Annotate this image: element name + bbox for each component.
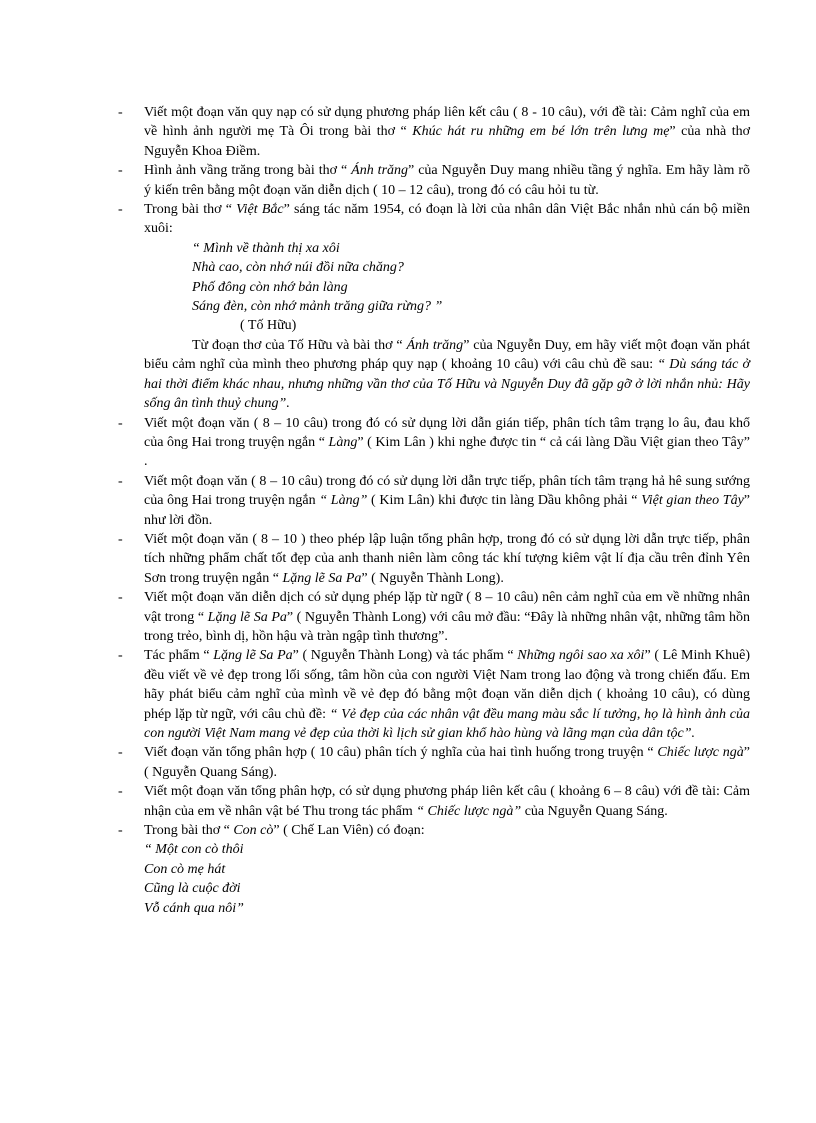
list-item [118,530,750,588]
item-text: ( Kim Lân) khi được tin làng Dầu không phải “ [367,493,642,509]
item-text: Viết một đoạn văn ( 8 – 10 câu) trong đó có sử dụng lời dẫn gián tiếp, phân tích tâm trạng lo âu, đau khổ của ông Hai trong truyện ngắn “ [144,415,750,450]
item-text: Viết một đoạn văn tổng phân hợp, có sử dụng phương pháp liên kết câu ( khoảng 6 – 8 câu) với đề tài: Cảm nhận của em về nhân vật bé Thu trong tác phẩm [144,784,750,819]
item-italic: Khúc hát ru những em bé lớn trên lưng mẹ [412,124,670,140]
item-italic: Những ngôi sao xa xôi [517,648,645,664]
list-item [118,161,750,200]
list-item [118,414,750,472]
poem-line: Cũng là cuộc đời [144,881,241,897]
item-text: ” của Nguyễn Duy, em hãy viết một đoạn văn phát biểu cảm nghĩ của mình theo phương pháp quy nạp ( khoảng 10 câu) với câu chủ đề sau: [144,337,751,373]
item-continuation [144,336,750,414]
list-item [118,743,750,782]
bullet-dash: - [118,823,123,839]
item-text: Trong bài thơ “ [144,823,234,839]
item-italic: Việt gian theo Tây [641,493,744,509]
item-text: ” ( Nguyễn Thành Long) và tác phẩm “ [292,648,518,664]
bullet-dash: - [118,202,123,218]
item-text: ” của Nguyễn Duy mang nhiều tầng ý nghĩa. Em hãy làm rõ ý kiến trên bằng một đoạn văn diễn dịch ( 10 – 12 câu), trong đó có câu hỏi tu từ. [144,163,751,198]
item-text: Viết một đoạn văn ( 8 – 10 ) theo phép lập luận tổng phân hợp, trong đó có sử dụng lời dẫn trực tiếp, phân tích những phẩm chất tốt đẹp của anh thanh niên làm công tác khí tượng kiêm vật lí địa cầu trên đỉnh Yên Sơn trong truyện ngắn “ [144,531,750,586]
item-italic: Làng [328,434,358,450]
bullet-dash: - [118,163,123,179]
item-text: ” ( Nguyễn Thành Long). [361,570,504,586]
list-item [118,646,750,743]
bullet-dash: - [118,784,123,800]
bullet-dash: - [118,415,123,431]
item-text: của Nguyễn Quang Sáng. [521,803,668,819]
list-item [118,588,750,646]
item-italic: Ánh trăng [351,163,409,179]
item-text: Tác phẩm “ [144,648,214,664]
poem-line: Nhà cao, còn nhớ núi đồi nữa chăng? [192,260,404,276]
topic-sentence: “ Vẻ đẹp của các nhân vật đều mang màu sắc lí tưởng, họ là hình ảnh của con người Việt Nam mang vẻ đẹp của thời kì lịch sử gian khổ hào hùng và lãng mạn của dân tộc”. [144,706,750,741]
list-item [118,782,750,821]
item-italic: “ Làng” [319,493,368,509]
item-text: Viết một đoạn văn diễn dịch có sử dụng phép lặp từ ngữ ( 8 – 10 câu) nên cảm nghĩ của em về những nhân vật trong “ [144,590,750,625]
list-item [118,200,750,413]
topic-sentence: “ Dù sáng tác ở hai thời điểm khác nhau, nhưng những vần thơ của Tố Hữu và Nguyễn Duy đã gặp gỡ ở lời nhắn nhủ: Hãy sống ân tình thuỷ chung”. [144,357,750,412]
item-text: ” ( Nguyễn Quang Sáng). [144,745,750,780]
item-italic: Chiếc lược ngà [657,745,744,761]
item-italic: Lặng lẽ Sa Pa [207,609,287,625]
item-text: ” ( Nguyễn Thành Long) với câu mở đầu: “Đây là những nhân vật, những tâm hồn trong trẻo, bình dị, hồn hậu và tràn ngập tình thương”. [144,609,751,644]
item-text: Từ đoạn thơ của Tố Hữu và bài thơ “ [192,337,407,353]
bullet-dash: - [118,590,123,606]
item-italic: “ Chiếc lược ngà” [416,803,522,819]
poem-excerpt [144,840,750,918]
item-text: Trong bài thơ “ [144,202,237,218]
item-text: ” ( Kim Lân ) khi nghe được tin “ cả cái làng Dầu Việt gian theo Tây” . [144,434,750,470]
item-text: ” như lời đồn. [144,493,750,528]
item-text: ” sáng tác năm 1954, có đoạn là lời của nhân dân Việt Bắc nhắn nhủ cán bộ miền xuôi: [144,202,750,237]
poem-line: Vỗ cánh qua nôi” [144,900,244,916]
item-text: Hình ảnh vầng trăng trong bài thơ “ [144,163,352,179]
item-text: ” ( Chế Lan Viên) có đoạn: [273,823,425,839]
item-text: Viết đoạn văn tổng phân hợp ( 10 câu) phân tích ý nghĩa của hai tình huống trong truyện “ [144,745,658,761]
poem-excerpt [144,239,750,336]
poem-author: ( Tố Hữu) [240,318,297,334]
list-item [118,472,750,530]
list-item [118,821,750,918]
bullet-dash: - [118,105,123,120]
exercise-list [118,103,750,918]
list-item [118,103,750,161]
item-italic: Lặng lẽ Sa Pa [213,648,293,664]
item-text: ” của nhà thơ Nguyễn Khoa Điềm. [144,124,751,159]
poem-line: Sáng đèn, còn nhớ mảnh trăng giữa rừng? ” [192,299,443,315]
item-text: ” ( Lê Minh Khuê) đều viết về vẻ đẹp trong lối sống, tâm hồn của con người Việt Nam trong lao động và trong chiến đấu. Em hãy phát biểu cảm nghĩ của mình về vẻ đẹp đó bằng một đoạn văn diễn dịch ( khoảng 10 câu), có dùng phép lặp từ ngữ, với câu chủ đề: [144,648,751,722]
bullet-dash: - [118,648,123,664]
item-italic: Ánh trăng [406,337,464,353]
item-text: Viết một đoạn văn ( 8 – 10 câu) trong đó có sử dụng lời dẫn trực tiếp, phân tích tâm trạng hả hê sung sướng của ông Hai trong truyện ngắn [144,473,750,509]
poem-line: “ Mình về thành thị xa xôi [192,240,340,256]
poem-line: Phố đông còn nhớ bản làng [192,279,348,295]
item-italic: Việt Bắc [236,202,284,218]
item-italic: Con cò [233,823,274,839]
item-italic: Lặng lẽ Sa Pa [282,570,362,586]
bullet-dash: - [118,745,123,761]
bullet-dash: - [118,473,123,489]
bullet-dash: - [118,531,123,547]
poem-line: Con cò mẹ hát [144,861,226,877]
item-text: Viết một đoạn văn quy nạp có sử dụng phương pháp liên kết câu ( 8 - 10 câu), với đề tài: Cảm nghĩ của em về hình ảnh người mẹ Tà Ôi trong bài thơ “ [144,105,750,140]
poem-line: “ Một con cò thôi [144,842,244,858]
